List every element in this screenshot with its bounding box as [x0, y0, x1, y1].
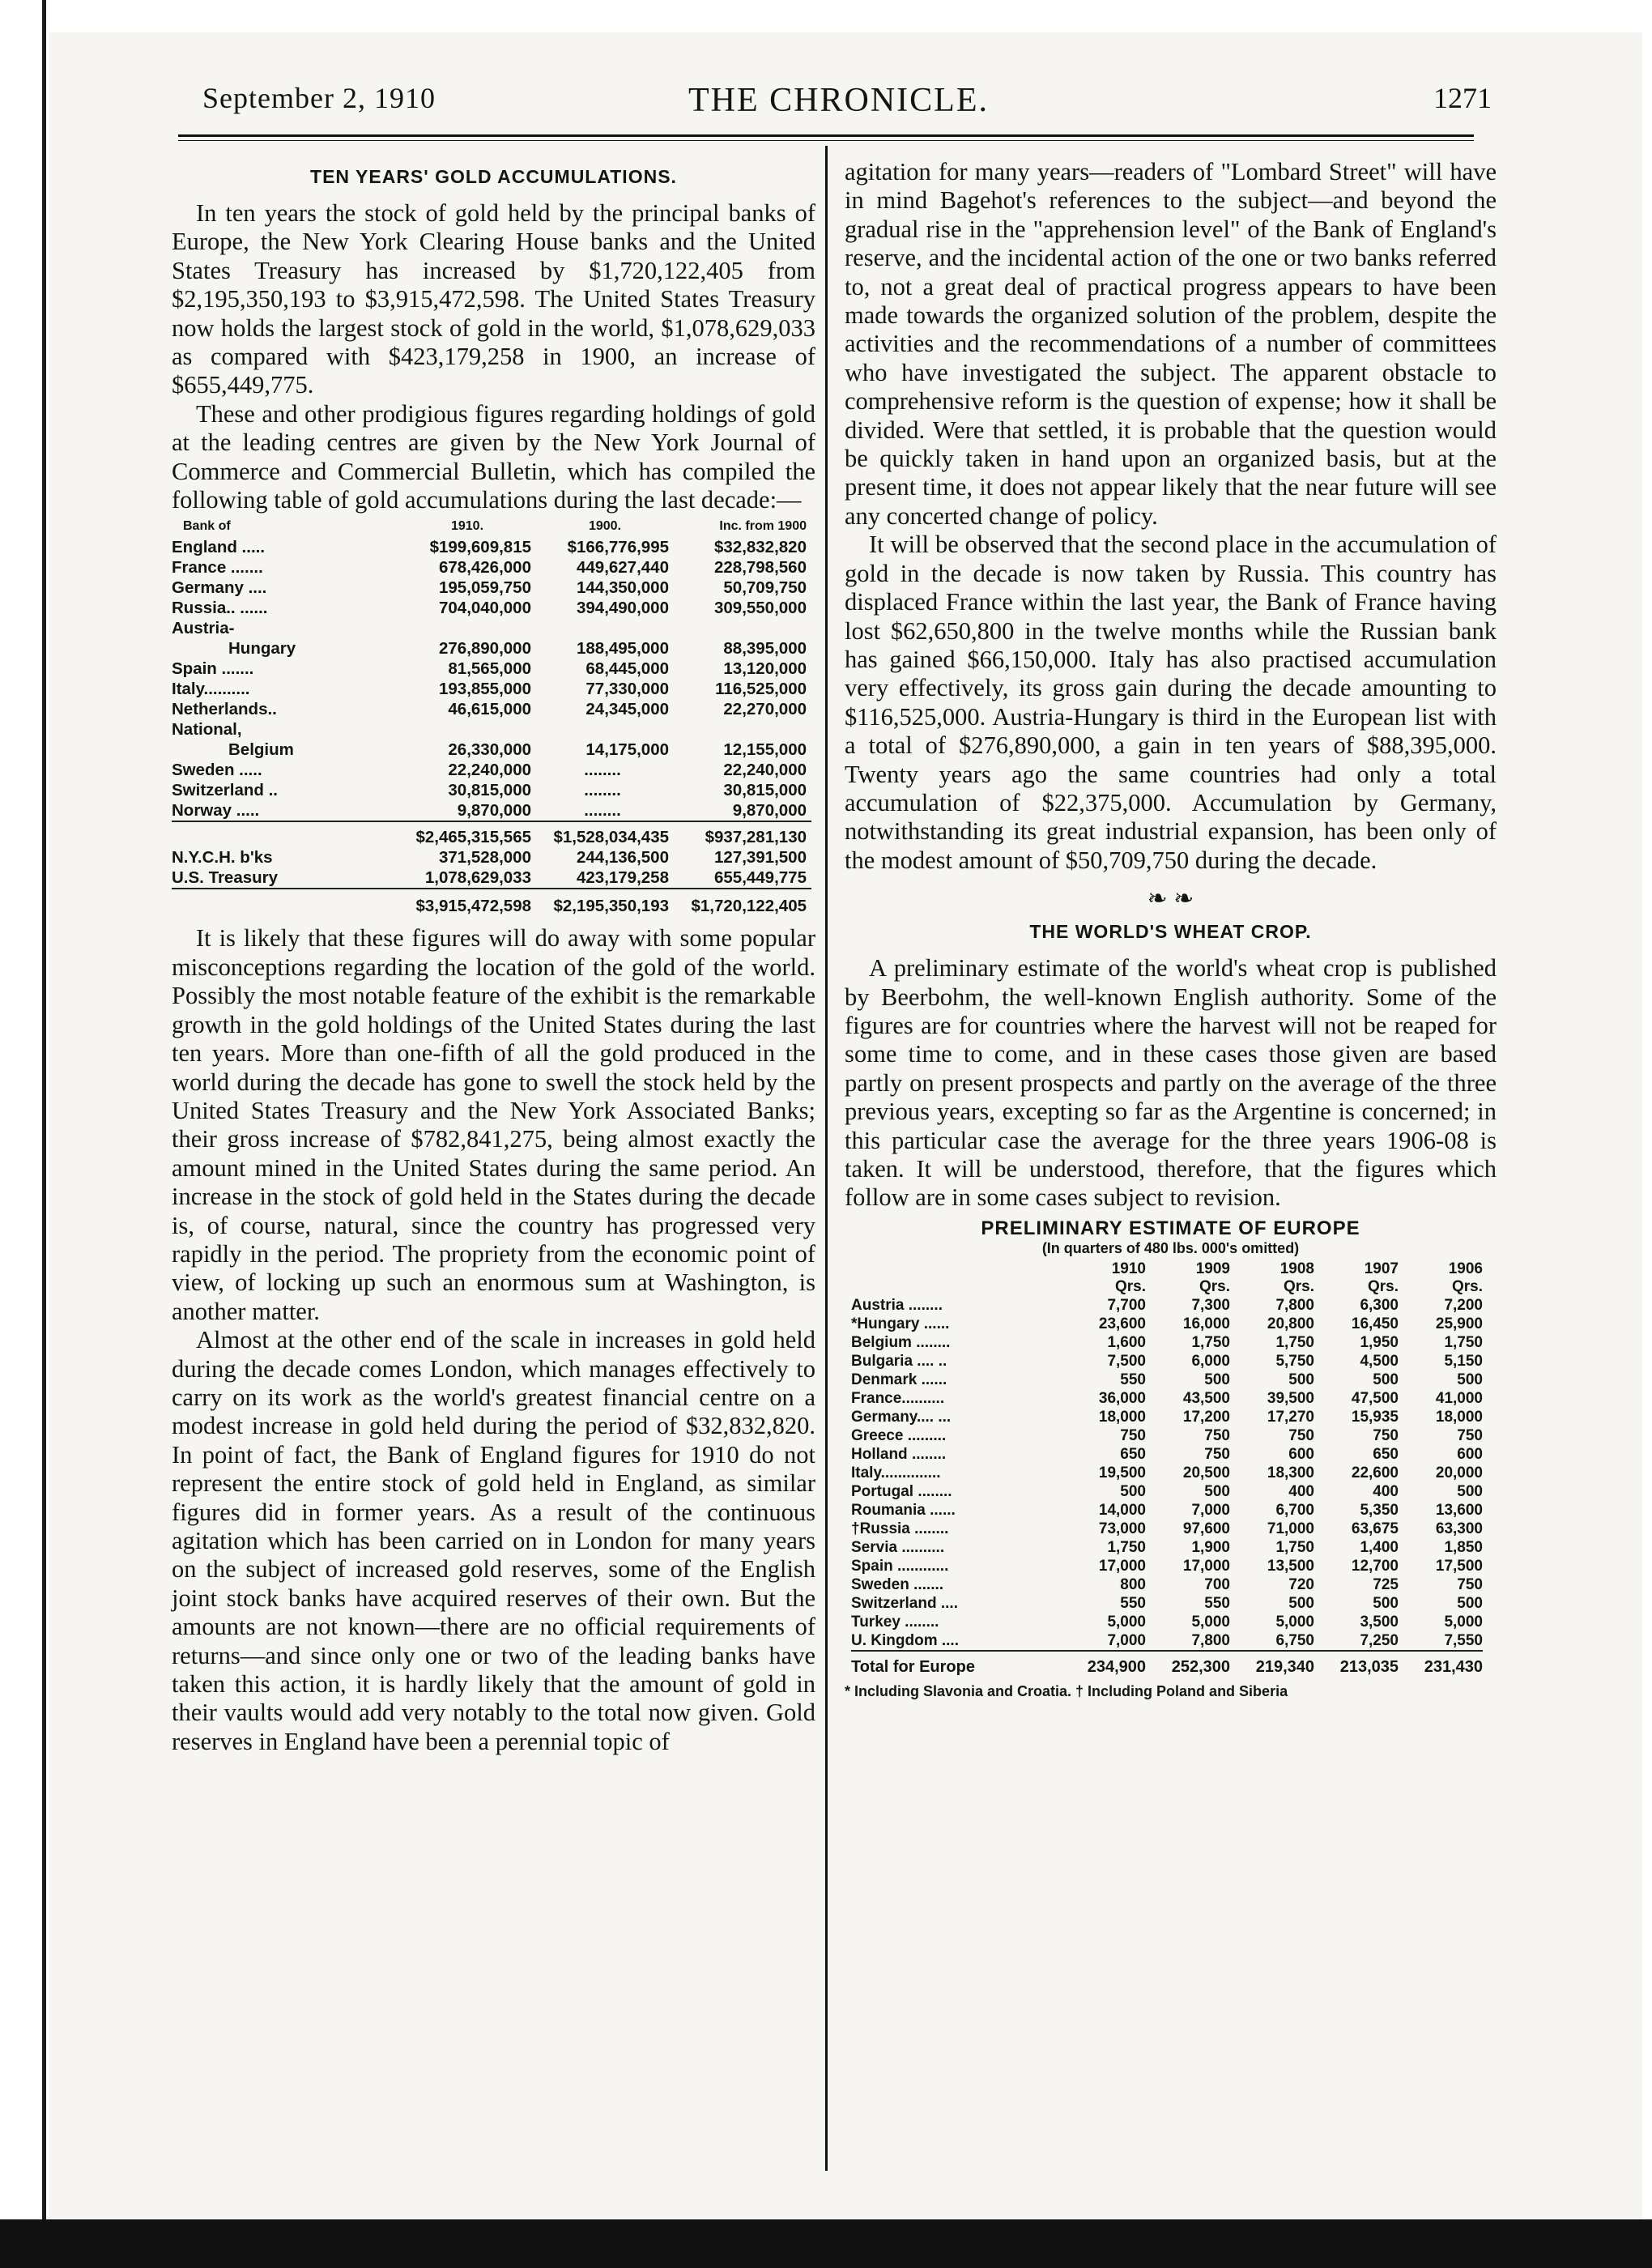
gold-amount: 449,627,440 — [576, 558, 669, 578]
gold-table-header — [172, 519, 811, 537]
wheat-year-header — [851, 1260, 1483, 1278]
wheat-quantity: 750 — [1288, 1426, 1314, 1444]
wheat-total-value: 213,035 — [1314, 1651, 1399, 1677]
wheat-country-name: France.......... — [851, 1389, 945, 1407]
gold-amount: 678,426,000 — [438, 558, 531, 578]
wheat-table-row — [851, 1631, 1483, 1651]
wheat-quantity: 650 — [1120, 1445, 1146, 1463]
wheat-total-value: 231,430 — [1399, 1651, 1483, 1677]
gold-amount: ........ — [584, 761, 621, 780]
gold-table-row — [172, 557, 811, 578]
wheat-quantity: 7,000 — [1191, 1501, 1230, 1519]
wheat-country-name: Switzerland .... — [851, 1594, 958, 1612]
wheat-quantity: 1,950 — [1360, 1333, 1399, 1351]
gold-table-row — [172, 780, 811, 800]
wheat-quantity: 25,900 — [1435, 1315, 1483, 1332]
wheat-quantity: 22,600 — [1351, 1464, 1399, 1481]
wheat-total-label: Total for Europe — [851, 1651, 1062, 1677]
wheat-quantity: 600 — [1457, 1445, 1483, 1463]
gold-bank-name: France ....... — [172, 558, 263, 578]
wheat-quantity: 1,600 — [1107, 1333, 1146, 1351]
gold-amount — [674, 719, 811, 740]
page-margin — [0, 0, 49, 2268]
wheat-quantity: 20,000 — [1435, 1464, 1483, 1481]
wheat-quantity: 41,000 — [1435, 1389, 1483, 1407]
wheat-quantity: 20,800 — [1267, 1315, 1314, 1332]
wheat-quantity: 17,200 — [1182, 1408, 1230, 1426]
wheat-country-name: Holland ........ — [851, 1445, 947, 1463]
wheat-quantity: 1,900 — [1191, 1538, 1230, 1556]
wheat-table-row — [851, 1371, 1483, 1389]
wheat-total-value: 234,900 — [1062, 1651, 1146, 1677]
gold-amount: 116,525,000 — [715, 680, 807, 699]
gold-bank-name: National, — [172, 720, 242, 740]
masthead-title: THE CHRONICLE. — [688, 82, 989, 119]
wheat-quantity: 750 — [1120, 1426, 1146, 1444]
gold-table-row — [172, 847, 811, 868]
gold-bank-name: U.S. Treasury — [172, 868, 279, 888]
wheat-year-1909: 1909 — [1195, 1260, 1230, 1277]
gold-amount — [536, 618, 674, 638]
gold-table-row — [172, 598, 811, 618]
gold-amount: 50,709,750 — [723, 578, 807, 598]
wheat-quantity: 5,000 — [1107, 1613, 1146, 1631]
wheat-quantity: 7,700 — [1107, 1296, 1146, 1314]
wheat-quantity: 14,000 — [1098, 1501, 1146, 1519]
gold-table-row — [172, 578, 811, 598]
gold-subtotal-1900: $1,528,034,435 — [536, 821, 674, 847]
wheat-year-1910: 1910 — [1111, 1260, 1146, 1277]
wheat-paragraph: A preliminary estimate of the world's wheat crop is published by Beerbohm, the well-known English authority. Some of the figures are for countries where the harvest will not be reaped for some time to come, and in these cases those given are based partly on present prospects and partly on the average of the three previous years, excepting so far as the Argentine is concerned; in this particular case the average for the three years 1906-08 is taken. It will be understood, therefore, that the figures which follow are in some cases subject to revision. — [845, 954, 1497, 1212]
gold-bank-name: Italy.......... — [172, 680, 250, 699]
wheat-unit-label: Qrs. — [1114, 1277, 1146, 1295]
wheat-unit-label: Qrs. — [1199, 1277, 1230, 1295]
wheat-quantity: 725 — [1373, 1575, 1399, 1593]
gold-table-row — [172, 618, 811, 638]
wheat-quantity: 71,000 — [1267, 1520, 1314, 1537]
wheat-quantity: 750 — [1204, 1445, 1230, 1463]
gold-amount: 22,270,000 — [723, 700, 807, 719]
wheat-country-name: Roumania ...... — [851, 1501, 956, 1519]
wheat-country-name: Belgium ........ — [851, 1333, 951, 1351]
gold-header-increase: Inc. from 1900 — [719, 519, 807, 534]
wheat-quantity: 500 — [1288, 1594, 1314, 1612]
gold-amount: 704,040,000 — [438, 599, 531, 618]
header-rule — [178, 134, 1474, 137]
gold-subtotal-row — [172, 821, 811, 847]
wheat-table-row — [851, 1520, 1483, 1538]
wheat-quantity: 650 — [1373, 1445, 1399, 1463]
gold-table-row — [172, 740, 811, 760]
gold-accumulation-table — [172, 519, 811, 916]
wheat-quantity: 19,500 — [1098, 1464, 1146, 1481]
wheat-quantity: 500 — [1457, 1594, 1483, 1612]
wheat-unit-label: Qrs. — [1367, 1277, 1399, 1295]
wheat-country-name: Denmark ...... — [851, 1371, 947, 1388]
page-edge-right — [1642, 0, 1652, 2268]
wheat-table-row — [851, 1426, 1483, 1445]
wheat-quantity: 400 — [1288, 1482, 1314, 1500]
gold-amount: 14,175,000 — [585, 740, 669, 760]
wheat-quantity: 97,600 — [1182, 1520, 1230, 1537]
wheat-table-row — [851, 1482, 1483, 1501]
wheat-quantity: 63,300 — [1435, 1520, 1483, 1537]
wheat-quantity: 18,300 — [1267, 1464, 1314, 1481]
wheat-quantity: 7,800 — [1275, 1296, 1314, 1314]
issue-date: September 2, 1910 — [202, 82, 436, 114]
wheat-table-row — [851, 1501, 1483, 1520]
wheat-quantity: 7,000 — [1107, 1631, 1146, 1649]
gold-amount: 24,345,000 — [585, 700, 669, 719]
gold-amount: 88,395,000 — [723, 639, 807, 659]
gold-amount: ........ — [584, 801, 621, 821]
wheat-table-row — [851, 1575, 1483, 1594]
wheat-quantity: 720 — [1288, 1575, 1314, 1593]
wheat-table-row — [851, 1389, 1483, 1408]
wheat-table-row — [851, 1333, 1483, 1352]
wheat-quantity: 7,800 — [1191, 1631, 1230, 1649]
gold-total-increase: $1,720,122,405 — [674, 889, 811, 916]
gold-amount: 423,179,258 — [576, 868, 669, 888]
gold-amount: 30,815,000 — [723, 781, 807, 800]
gold-amount: 12,155,000 — [723, 740, 807, 760]
gold-bank-name: N.Y.C.H. b'ks — [172, 848, 273, 868]
wheat-quantity: 600 — [1288, 1445, 1314, 1463]
gold-amount: 394,490,000 — [576, 599, 669, 618]
gold-total-1900: $2,195,350,193 — [536, 889, 674, 916]
wheat-quantity: 5,000 — [1191, 1613, 1230, 1631]
gold-bank-name: Netherlands.. — [172, 700, 277, 719]
gold-table-row — [172, 719, 811, 740]
wheat-table-row — [851, 1352, 1483, 1371]
wheat-country-name: *Hungary ...... — [851, 1315, 950, 1332]
wheat-country-name: Turkey ........ — [851, 1613, 939, 1631]
wheat-table-row — [851, 1464, 1483, 1482]
wheat-unit-blank — [851, 1278, 1062, 1296]
gold-bank-name: Hungary — [228, 639, 296, 659]
wheat-quantity: 5,000 — [1444, 1613, 1483, 1631]
wheat-quantity: 5,350 — [1360, 1501, 1399, 1519]
gold-header-1910: 1910. — [450, 519, 484, 534]
wheat-quantity: 700 — [1204, 1575, 1230, 1593]
wheat-quantity: 43,500 — [1182, 1389, 1230, 1407]
gold-bank-name: Switzerland .. — [172, 781, 278, 800]
wheat-country-name: Italy.............. — [851, 1464, 941, 1481]
gold-header-1900: 1900. — [588, 519, 622, 534]
wheat-quantity: 17,000 — [1098, 1557, 1146, 1575]
wheat-quantity: 7,250 — [1360, 1631, 1399, 1649]
gold-bank-name: England ..... — [172, 538, 266, 557]
wheat-header-blank — [851, 1260, 1062, 1278]
gold-table-row — [172, 537, 811, 557]
wheat-quantity: 1,750 — [1275, 1538, 1314, 1556]
wheat-table-row — [851, 1594, 1483, 1613]
wheat-quantity: 6,300 — [1360, 1296, 1399, 1314]
gold-amount: 195,059,750 — [438, 578, 531, 598]
gold-table-row — [172, 760, 811, 780]
wheat-quantity: 17,500 — [1435, 1557, 1483, 1575]
wheat-quantity: 36,000 — [1098, 1389, 1146, 1407]
gold-paragraph-1: In ten years the stock of gold held by the principal banks of Europe, the New York Clearing House banks and the United States Treasury has increased by $1,720,122,405 from $2,195,350,193 to $3,915,472,598. The United States Treasury now holds the largest stock of gold in the world, $1,078,629,033 as compared with $423,179,258 in 1900, an increase of $655,449,775. — [172, 199, 815, 399]
gold-table-row — [172, 659, 811, 679]
gold-amount: 228,798,560 — [713, 558, 807, 578]
gold-bank-name: Russia.. ...... — [172, 599, 268, 618]
gold-subtotal-increase: $937,281,130 — [674, 821, 811, 847]
gold-bank-name: Sweden ..... — [172, 761, 262, 780]
gold-continued-paragraph-1: agitation for many years—readers of "Lombard Street" will have in mind Bagehot's references to the subject—and beyond the gradual rise in the "apprehension level" of the Bank of England's reserve, and the incidental action of the one or two banks referred to, not a great deal of practical progress appears to have been made towards the organized solution of the problem, despite the activities and the recommendations of a number of committees who have investigated the subject. The apparent obstacle to comprehensive reform is the question of expense; how it shall be divided. Were that settled, it is probable that the question would be quickly taken in hand upon an organized basis, but at the present time, it does not appear likely that the near future will see any concerted change of policy. — [845, 158, 1497, 530]
wheat-total-row — [851, 1651, 1483, 1677]
wheat-year-1906: 1906 — [1448, 1260, 1483, 1277]
wheat-table-row — [851, 1445, 1483, 1464]
gold-bank-name: Germany .... — [172, 578, 267, 598]
gold-amount: 188,495,000 — [576, 639, 669, 659]
gold-amount — [398, 618, 536, 638]
wheat-quantity: 750 — [1373, 1426, 1399, 1444]
wheat-quantity: 63,675 — [1351, 1520, 1399, 1537]
gold-amount: 127,391,500 — [713, 848, 807, 868]
wheat-country-name: Sweden ....... — [851, 1575, 944, 1593]
gold-amount — [674, 618, 811, 638]
wheat-quantity: 5,150 — [1444, 1352, 1483, 1370]
wheat-quantity: 6,750 — [1275, 1631, 1314, 1649]
gold-amount: $166,776,995 — [567, 538, 669, 557]
wheat-quantity: 1,750 — [1444, 1333, 1483, 1351]
gold-bank-name: Austria- — [172, 619, 235, 638]
gold-amount: 22,240,000 — [448, 761, 531, 780]
wheat-quantity: 3,500 — [1360, 1613, 1399, 1631]
gold-amount: ........ — [584, 781, 621, 800]
wheat-unit-header — [851, 1278, 1483, 1296]
wheat-table-row — [851, 1613, 1483, 1631]
gold-amount — [398, 719, 536, 740]
gold-amount: 144,350,000 — [576, 578, 669, 598]
gold-table-row — [172, 800, 811, 821]
wheat-quantity: 39,500 — [1267, 1389, 1314, 1407]
gold-amount: 26,330,000 — [448, 740, 531, 760]
wheat-table-footnote: * Including Slavonia and Croatia. † Including Poland and Siberia — [845, 1682, 1288, 1699]
wheat-year-1907: 1907 — [1364, 1260, 1399, 1277]
gold-amount: 371,528,000 — [438, 848, 531, 868]
wheat-table-subtitle: (In quarters of 480 lbs. 000's omitted) — [1041, 1239, 1300, 1256]
wheat-year-1908: 1908 — [1279, 1260, 1314, 1277]
wheat-country-name: Germany.... ... — [851, 1408, 952, 1426]
wheat-total-value: 252,300 — [1146, 1651, 1230, 1677]
gold-amount: 22,240,000 — [723, 761, 807, 780]
wheat-quantity: 800 — [1120, 1575, 1146, 1593]
wheat-quantity: 500 — [1373, 1371, 1399, 1388]
gold-paragraph-2: These and other prodigious figures regarding holdings of gold at the leading centres are given by the New York Journal of Commerce and Commercial Bulletin, which has compiled the following table of gold accumulations during the last decade:— — [172, 399, 815, 514]
wheat-quantity: 47,500 — [1351, 1389, 1399, 1407]
section-ornament: ❧ ❧ — [1147, 885, 1194, 913]
gold-table-row — [172, 868, 811, 889]
wheat-quantity: 1,750 — [1275, 1333, 1314, 1351]
wheat-quantity: 17,000 — [1182, 1557, 1230, 1575]
wheat-quantity: 5,000 — [1275, 1613, 1314, 1631]
gold-header-bank: Bank of — [183, 519, 231, 534]
wheat-country-name: †Russia ........ — [851, 1520, 949, 1537]
gold-amount: 77,330,000 — [585, 680, 669, 699]
wheat-quantity: 15,935 — [1351, 1408, 1399, 1426]
gold-amount: 68,445,000 — [585, 659, 669, 679]
wheat-quantity: 550 — [1120, 1371, 1146, 1388]
gold-amount: 81,565,000 — [448, 659, 531, 679]
wheat-quantity: 18,000 — [1098, 1408, 1146, 1426]
column-divider — [825, 146, 828, 2171]
wheat-quantity: 13,600 — [1435, 1501, 1483, 1519]
wheat-quantity: 750 — [1457, 1426, 1483, 1444]
wheat-quantity: 7,500 — [1107, 1352, 1146, 1370]
wheat-quantity: 16,000 — [1182, 1315, 1230, 1332]
gold-bank-name: Spain ....... — [172, 659, 254, 679]
gold-total-label — [172, 889, 398, 916]
gold-amount: 46,615,000 — [448, 700, 531, 719]
gold-bank-name: Belgium — [228, 740, 294, 760]
wheat-quantity: 750 — [1457, 1575, 1483, 1593]
gold-amount: 30,815,000 — [448, 781, 531, 800]
wheat-quantity: 550 — [1120, 1594, 1146, 1612]
gold-continued-paragraph-2: It will be observed that the second place in the accumulation of gold in the decade is now taken by Russia. This country has displaced France within the last year, the Bank of France having lost $62,650,800 in the twelve months while the Russian bank has gained $66,150,000. Italy has also practised accumulation very effectively, its gross gain during the decade amounting to $116,525,000. Austria-Hungary is third in the European list with a total of $276,890,000, a gain in ten years of $88,395,000. Twenty years ago the same countries had only a total accumulation of $22,375,000. Accumulation by Germany, notwithstanding its great industrial expansion, has been only of the modest amount of $50,709,750 during the decade. — [845, 531, 1497, 874]
wheat-quantity: 7,200 — [1444, 1296, 1483, 1314]
wheat-quantity: 13,500 — [1267, 1557, 1314, 1575]
wheat-table-row — [851, 1408, 1483, 1426]
wheat-quantity: 23,600 — [1098, 1315, 1146, 1332]
wheat-quantity: 7,550 — [1444, 1631, 1483, 1649]
gold-subtotal-label — [172, 821, 398, 847]
wheat-quantity: 550 — [1204, 1594, 1230, 1612]
wheat-quantity: 500 — [1457, 1482, 1483, 1500]
gold-table-row — [172, 679, 811, 699]
gold-amount: 244,136,500 — [576, 848, 669, 868]
gold-paragraph-3: It is likely that these figures will do away with some popular misconceptions regarding the location of the gold of the world. Possibly the most notable feature of the exhibit is the remarkable growth in the gold holdings of the United States during the last ten years. More than one-fifth of all the gold produced in the world during the decade has gone to swell the stock held by the United States Treasury and the New York Associated Banks; their gross increase of $782,841,275, being almost exactly the amount mined in the United States during the same period. An increase in the stock of gold held in the States during the decade is, of course, natural, since the country has progressed very rapidly in the period. The propriety from the economic point of view, of locking up such an enormous sum at Washington, is another matter. — [172, 924, 815, 1325]
gold-amount: 309,550,000 — [713, 599, 807, 618]
page-number: 1271 — [1433, 82, 1492, 114]
wheat-quantity: 1,850 — [1444, 1538, 1483, 1556]
wheat-estimate-table — [851, 1260, 1483, 1677]
gold-amount — [536, 719, 674, 740]
wheat-quantity: 12,700 — [1351, 1557, 1399, 1575]
gold-paragraph-4: Almost at the other end of the scale in increases in gold held during the decade comes London, which manages effectively to carry on its work as the world's greatest financial centre on a modest increase in gold held during the period of $32,832,820. In point of fact, the Bank of England figures for 1910 do not represent the entire stock of gold held in England, as similar figures did in former years. As a result of the continuous agitation which has been carried on in London for many years on the subject of increased gold reserves, some of the English joint stock banks have acquired reserves of their own. But the amounts are not known—there are no official requirements of returns—and since only one or two of the leading banks have taken this action, it is hardly likely that the amount of gold in their vaults would add very notably to the total now given. Gold reserves in England have been a perennial topic of — [172, 1326, 815, 1755]
wheat-country-name: Austria ........ — [851, 1296, 943, 1314]
gold-amount: 193,855,000 — [438, 680, 531, 699]
wheat-unit-label: Qrs. — [1451, 1277, 1483, 1295]
gold-amount: $32,832,820 — [713, 538, 807, 557]
wheat-quantity: 16,450 — [1351, 1315, 1399, 1332]
wheat-quantity: 4,500 — [1360, 1352, 1399, 1370]
gold-total-1910: $3,915,472,598 — [398, 889, 536, 916]
gold-article-title: TEN YEARS' GOLD ACCUMULATIONS. — [310, 166, 677, 187]
wheat-country-name: Spain ............ — [851, 1557, 949, 1575]
wheat-country-name: Servia .......... — [851, 1538, 945, 1556]
wheat-quantity: 750 — [1204, 1426, 1230, 1444]
wheat-table-row — [851, 1538, 1483, 1557]
wheat-quantity: 500 — [1457, 1371, 1483, 1388]
wheat-quantity: 6,700 — [1275, 1501, 1314, 1519]
wheat-quantity: 1,750 — [1191, 1333, 1230, 1351]
wheat-quantity: 5,750 — [1275, 1352, 1314, 1370]
wheat-quantity: 500 — [1120, 1482, 1146, 1500]
wheat-quantity: 17,270 — [1267, 1408, 1314, 1426]
gold-amount: 1,078,629,033 — [424, 868, 531, 888]
wheat-table-title: PRELIMINARY ESTIMATE OF EUROPE — [981, 1217, 1360, 1239]
wheat-table-row — [851, 1557, 1483, 1575]
gold-amount: $199,609,815 — [429, 538, 531, 557]
gold-amount: 655,449,775 — [713, 868, 807, 888]
wheat-quantity: 500 — [1204, 1371, 1230, 1388]
wheat-total-value: 219,340 — [1230, 1651, 1314, 1677]
wheat-quantity: 500 — [1288, 1371, 1314, 1388]
wheat-country-name: Bulgaria .... .. — [851, 1352, 947, 1370]
wheat-unit-label: Qrs. — [1283, 1277, 1314, 1295]
wheat-quantity: 7,300 — [1191, 1296, 1230, 1314]
wheat-quantity: 18,000 — [1435, 1408, 1483, 1426]
gold-subtotal-1910: $2,465,315,565 — [398, 821, 536, 847]
gold-table-row — [172, 638, 811, 659]
wheat-country-name: Portugal ........ — [851, 1482, 952, 1500]
wheat-quantity: 6,000 — [1191, 1352, 1230, 1370]
wheat-country-name: U. Kingdom .... — [851, 1631, 959, 1649]
wheat-quantity: 1,400 — [1360, 1538, 1399, 1556]
right-column — [845, 158, 1497, 1700]
wheat-table-row — [851, 1296, 1483, 1315]
header-rule-thin — [178, 140, 1474, 141]
wheat-quantity: 20,500 — [1182, 1464, 1230, 1481]
wheat-quantity: 500 — [1373, 1594, 1399, 1612]
wheat-quantity: 73,000 — [1098, 1520, 1146, 1537]
wheat-quantity: 400 — [1373, 1482, 1399, 1500]
wheat-table-row — [851, 1315, 1483, 1333]
left-column — [172, 158, 815, 1756]
binding-edge — [42, 0, 46, 2268]
gold-amount: 13,120,000 — [723, 659, 807, 679]
gold-total-row — [172, 889, 811, 916]
scan-bottom-border — [0, 2219, 1652, 2268]
gold-amount: 9,870,000 — [457, 801, 531, 821]
gold-amount: 9,870,000 — [732, 801, 807, 821]
wheat-country-name: Greece ......... — [851, 1426, 947, 1444]
wheat-quantity: 500 — [1204, 1482, 1230, 1500]
gold-amount: 276,890,000 — [438, 639, 531, 659]
gold-bank-name: Norway ..... — [172, 801, 260, 821]
wheat-article-title: THE WORLD'S WHEAT CROP. — [1029, 921, 1312, 943]
wheat-quantity: 1,750 — [1107, 1538, 1146, 1556]
gold-table-row — [172, 699, 811, 719]
